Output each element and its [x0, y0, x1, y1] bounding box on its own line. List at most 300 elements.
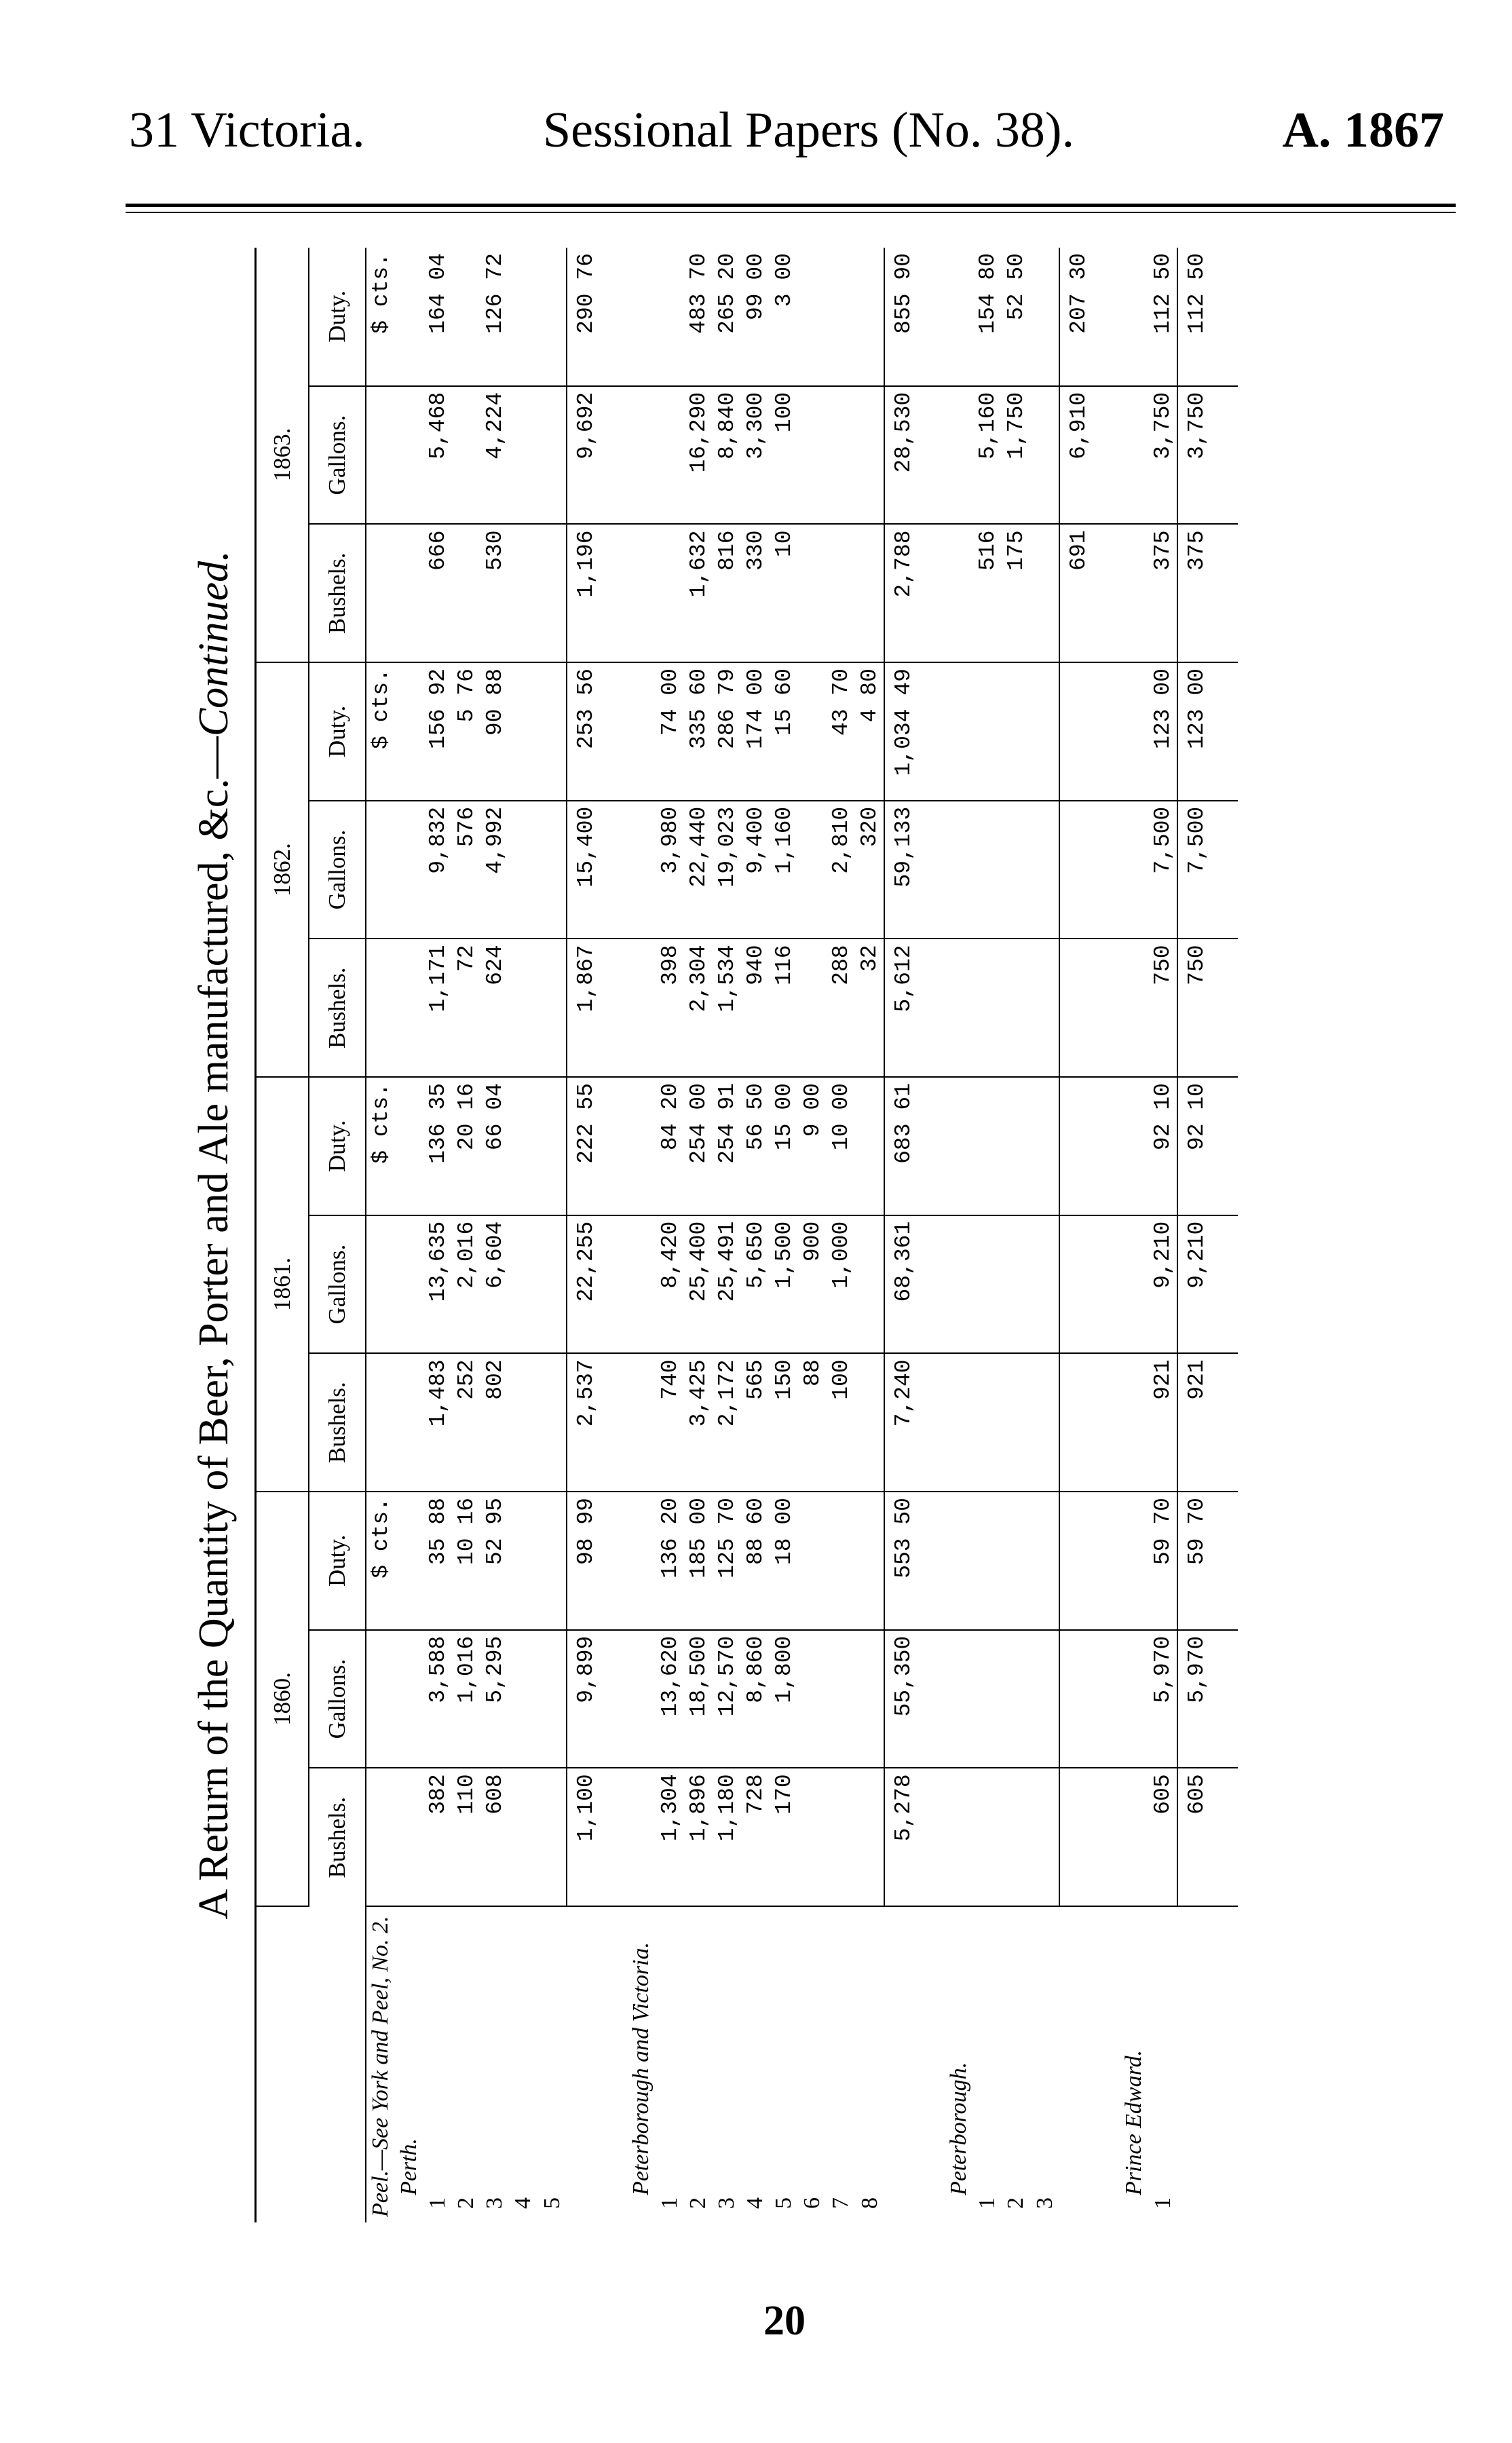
subtotal-cell: 2,537: [567, 1353, 604, 1492]
table-cell: [1002, 662, 1030, 801]
table-cell: [509, 1492, 537, 1630]
subtotal-cell: 290 76: [567, 248, 604, 386]
row-number: 2: [1003, 2197, 1028, 2209]
table-cell: 320: [855, 801, 884, 939]
subtotal-cell: 683 61: [884, 1077, 922, 1215]
table-cell: [537, 1077, 567, 1215]
table-cell: 90 88: [480, 662, 509, 801]
table-cell: [973, 662, 1002, 801]
table-cell: 52 50: [1002, 248, 1030, 386]
table-cell: [798, 524, 827, 662]
subtotal-cell: [1059, 1630, 1097, 1768]
row-number: 4: [742, 2197, 768, 2209]
table-cell: 2,016: [452, 1215, 480, 1354]
table-cell: [827, 1492, 855, 1630]
table-cell: [1002, 801, 1030, 939]
table-cell: 150: [770, 1353, 798, 1492]
table-cell: [509, 662, 537, 801]
table-cell: 728: [741, 1768, 770, 1906]
table-cell: 382: [423, 1768, 452, 1906]
table-cell: 16,290: [684, 386, 713, 525]
subtotal-cell: 112 50: [1177, 248, 1215, 386]
table-row: [798, 248, 827, 2222]
table-cell: 175: [1002, 524, 1030, 662]
col-gallons: Gallons.: [309, 1630, 366, 1768]
spacer-row: [1097, 248, 1120, 2222]
section-label: Peterborough and Victoria.: [628, 1942, 654, 2195]
table-cell: [855, 1215, 884, 1354]
table-cell: [1030, 662, 1059, 801]
subtotal-cell: 22,255: [567, 1215, 604, 1354]
table-cell: 110: [452, 1768, 480, 1906]
table-cell: 9 00: [798, 1077, 827, 1215]
table-cell: [1030, 801, 1059, 939]
table-cell: [1030, 1077, 1059, 1215]
table-cell: 3 00: [770, 248, 798, 386]
table-row: [480, 248, 509, 2222]
section-label: Peterborough.: [946, 2062, 971, 2195]
subtotal-cell: 921: [1177, 1353, 1215, 1492]
subtotal-cell: [1059, 1768, 1097, 1906]
subtotal-cell: 59,133: [884, 801, 922, 939]
col-duty: Duty.: [309, 1077, 366, 1215]
header-rule-thin: [126, 212, 1456, 213]
table-cell: 1,304: [656, 1768, 684, 1906]
table-cell: [1002, 1492, 1030, 1630]
table-cell: [1030, 524, 1059, 662]
table-cell: 530: [480, 524, 509, 662]
subtotal-cell: [1059, 939, 1097, 1077]
table-row: [656, 248, 684, 2222]
subtotal-cell: 691: [1059, 524, 1097, 662]
table-cell: 25,491: [713, 1215, 741, 1354]
table-cell: [509, 1215, 537, 1354]
table-cell: 32: [855, 939, 884, 1077]
table-cell: 154 80: [973, 248, 1002, 386]
table-cell: [452, 386, 480, 525]
col-gallons: Gallons.: [309, 1215, 366, 1354]
table-cell: 18 00: [770, 1492, 798, 1630]
table-cell: [798, 1630, 827, 1768]
beer-return-table: [254, 248, 1238, 2222]
table-cell: 12,570: [713, 1630, 741, 1768]
table-cell: [1002, 939, 1030, 1077]
table-cell: [798, 1768, 827, 1906]
table-cell: [855, 1768, 884, 1906]
table-cell: 25,400: [684, 1215, 713, 1354]
section-heading: [1120, 248, 1148, 2222]
subtotal-cell: 207 30: [1059, 248, 1097, 386]
table-cell: 88: [798, 1353, 827, 1492]
table-cell: [1030, 1630, 1059, 1768]
table-cell: [537, 1215, 567, 1354]
table-cell: 335 60: [684, 662, 713, 801]
subtotal-cell: [1059, 1353, 1097, 1492]
table-cell: [1030, 1353, 1059, 1492]
subtotal-cell: 855 90: [884, 248, 922, 386]
subtotal-cell: 6,910: [1059, 386, 1097, 525]
table-cell: 2,172: [713, 1353, 741, 1492]
table-cell: 740: [656, 1353, 684, 1492]
table-cell: [509, 524, 537, 662]
spacer-row: [1215, 248, 1238, 2222]
subtotal-row: [884, 248, 922, 2222]
table-row: [973, 248, 1002, 2222]
table-cell: 802: [480, 1353, 509, 1492]
table-cell: 605: [1148, 1768, 1177, 1906]
table-cell: [798, 801, 827, 939]
table-cell: 1,483: [423, 1353, 452, 1492]
table-cell: 2,810: [827, 801, 855, 939]
table-row: [509, 248, 537, 2222]
table-cell: [452, 248, 480, 386]
row-number: 5: [539, 2197, 565, 2209]
table-cell: [1030, 386, 1059, 525]
table-cell: 254 91: [713, 1077, 741, 1215]
table-cell: 59 70: [1148, 1492, 1177, 1630]
table-cell: [537, 939, 567, 1077]
table-cell: 74 00: [656, 662, 684, 801]
subtotal-cell: 605: [1177, 1768, 1215, 1906]
table-cell: 1,171: [423, 939, 452, 1077]
col-bushels: Bushels.: [309, 1353, 366, 1492]
table-cell: 112 50: [1148, 248, 1177, 386]
table-cell: [827, 1768, 855, 1906]
table-cell: [827, 386, 855, 525]
table-cell: [1030, 1768, 1059, 1906]
table-row: [537, 248, 567, 2222]
subtotal-cell: 5,278: [884, 1768, 922, 1906]
table-row: [452, 248, 480, 2222]
table-cell: 9,210: [1148, 1215, 1177, 1354]
subtotal-cell: 5,612: [884, 939, 922, 1077]
table-cell: 286 79: [713, 662, 741, 801]
table-cell: [1002, 1077, 1030, 1215]
subtotal-cell: 92 10: [1177, 1077, 1215, 1215]
table-cell: [509, 1630, 537, 1768]
row-number: 8: [856, 2197, 882, 2209]
table-cell: [537, 1768, 567, 1906]
table-cell: [855, 1492, 884, 1630]
table-cell: 516: [973, 524, 1002, 662]
table-cell: 624: [480, 939, 509, 1077]
col-bushels: Bushels.: [309, 524, 366, 662]
table-cell: [509, 1768, 537, 1906]
subtotal-cell: 98 99: [567, 1492, 604, 1630]
table-cell: 22,440: [684, 801, 713, 939]
table-cell: 5,970: [1148, 1630, 1177, 1768]
table-cell: [798, 248, 827, 386]
col-duty: Duty.: [309, 248, 366, 386]
rotated-table-block: [173, 248, 1449, 2222]
table-cell: [509, 939, 537, 1077]
table-row: [1148, 248, 1177, 2222]
table-cell: [1002, 1215, 1030, 1354]
table-cell: 126 72: [480, 248, 509, 386]
table-cell: [537, 1492, 567, 1630]
table-cell: [827, 524, 855, 662]
table-cell: [1030, 1492, 1059, 1630]
table-cell: 88 60: [741, 1492, 770, 1630]
row-number: 1: [425, 2197, 450, 2209]
table-cell: 56 50: [741, 1077, 770, 1215]
table-cell: 1,632: [684, 524, 713, 662]
table-cell: [509, 248, 537, 386]
table-cell: [1030, 1215, 1059, 1354]
col-gallons: Gallons.: [309, 386, 366, 525]
subtotal-row: [1059, 248, 1097, 2222]
table-cell: 4,992: [480, 801, 509, 939]
header-year: A. 1867: [1282, 102, 1444, 158]
table-cell: [973, 1353, 1002, 1492]
table-cell: 1,896: [684, 1768, 713, 1906]
year-header-1863: 1863.: [256, 248, 309, 662]
subtotal-cell: 55,350: [884, 1630, 922, 1768]
subtotal-cell: [1059, 662, 1097, 801]
table-row: [684, 248, 713, 2222]
table-cell: [798, 939, 827, 1077]
header-title: Sessional Papers (No. 38).: [543, 102, 1075, 158]
row-number: 3: [1032, 2197, 1057, 2209]
table-cell: [537, 801, 567, 939]
table-cell: [452, 524, 480, 662]
table-cell: 8,840: [713, 386, 741, 525]
table-cell: 84 20: [656, 1077, 684, 1215]
table-cell: 100: [827, 1353, 855, 1492]
table-cell: 5,650: [741, 1215, 770, 1354]
subtotal-cell: 9,899: [567, 1630, 604, 1768]
subtotal-cell: 123 00: [1177, 662, 1215, 801]
table-row: [1002, 248, 1030, 2222]
subtotal-cell: 15,400: [567, 801, 604, 939]
subtotal-cell: 222 55: [567, 1077, 604, 1215]
table-cell: 100: [770, 386, 798, 525]
subtotal-cell: 9,210: [1177, 1215, 1215, 1354]
table-cell: 8,860: [741, 1630, 770, 1768]
table-cell: [855, 386, 884, 525]
table-cell: 4,224: [480, 386, 509, 525]
subtotal-cell: 7,240: [884, 1353, 922, 1492]
section-heading: [945, 248, 973, 2222]
units-row: [366, 248, 395, 2222]
table-cell: 5 76: [452, 662, 480, 801]
subtotal-row: [567, 248, 604, 2222]
table-cell: 170: [770, 1768, 798, 1906]
table-cell: 10 16: [452, 1492, 480, 1630]
table-cell: [973, 1492, 1002, 1630]
table-cell: 72: [452, 939, 480, 1077]
table-cell: 18,500: [684, 1630, 713, 1768]
units-dollars-cents: $ cts.: [366, 1077, 395, 1215]
subtotal-cell: 68,361: [884, 1215, 922, 1354]
table-cell: [798, 1492, 827, 1630]
col-gallons: Gallons.: [309, 801, 366, 939]
table-cell: [656, 524, 684, 662]
table-cell: 4 80: [855, 662, 884, 801]
year-header-1860: 1860.: [256, 1492, 309, 1906]
units-dollars-cents: $ cts.: [366, 248, 395, 386]
table-cell: [827, 1630, 855, 1768]
table-cell: 19,023: [713, 801, 741, 939]
header-session: 31 Victoria.: [129, 102, 365, 158]
table-cell: 265 20: [713, 248, 741, 386]
subtotal-cell: 59 70: [1177, 1492, 1215, 1630]
peel-note: Peel.—See York and Peel, No. 2.: [368, 1916, 393, 2217]
subtotal-cell: [1059, 801, 1097, 939]
table-cell: [537, 1630, 567, 1768]
year-header-1861: 1861.: [256, 1077, 309, 1492]
table-cell: [1002, 1630, 1030, 1768]
table-cell: 750: [1148, 939, 1177, 1077]
table-cell: 252: [452, 1353, 480, 1492]
table-cell: [537, 386, 567, 525]
table-cell: [798, 662, 827, 801]
subtotal-cell: 1,196: [567, 524, 604, 662]
table-cell: [855, 248, 884, 386]
table-cell: [509, 1077, 537, 1215]
table-cell: 666: [423, 524, 452, 662]
table-cell: [827, 248, 855, 386]
table-cell: [973, 939, 1002, 1077]
page-number: 20: [763, 2298, 806, 2344]
table-cell: 43 70: [827, 662, 855, 801]
row-number: 2: [453, 2197, 478, 2209]
units-dollars-cents: $ cts.: [366, 1492, 395, 1630]
table-cell: 254 00: [684, 1077, 713, 1215]
col-duty: Duty.: [309, 662, 366, 801]
table-cell: 3,300: [741, 386, 770, 525]
subtotal-cell: [1059, 1077, 1097, 1215]
table-cell: [855, 524, 884, 662]
table-cell: 9,400: [741, 801, 770, 939]
year-header-1862: 1862.: [256, 662, 309, 1077]
table-cell: 174 00: [741, 662, 770, 801]
table-cell: 10 00: [827, 1077, 855, 1215]
table-cell: [1002, 1768, 1030, 1906]
table-cell: [973, 1215, 1002, 1354]
table-cell: 6,604: [480, 1215, 509, 1354]
table-cell: 164 04: [423, 248, 452, 386]
table-cell: 565: [741, 1353, 770, 1492]
table-cell: 7,500: [1148, 801, 1177, 939]
table-row: [1030, 248, 1059, 2222]
subtotal-cell: 1,100: [567, 1768, 604, 1906]
table-cell: 66 04: [480, 1077, 509, 1215]
table-cell: [656, 248, 684, 386]
section-heading: [395, 248, 423, 2222]
table-cell: [509, 1353, 537, 1492]
subtotal-cell: 2,788: [884, 524, 922, 662]
header-rule-thick: [126, 204, 1456, 207]
table-cell: [973, 1768, 1002, 1906]
row-number: 3: [714, 2197, 739, 2209]
table-cell: [509, 386, 537, 525]
subtotal-cell: [1059, 1492, 1097, 1630]
subtotal-cell: 3,750: [1177, 386, 1215, 525]
table-cell: [973, 801, 1002, 939]
subtotal-row: [1177, 248, 1215, 2222]
table-cell: 1,016: [452, 1630, 480, 1768]
table-cell: 2,304: [684, 939, 713, 1077]
table-cell: 816: [713, 524, 741, 662]
table-cell: [1030, 248, 1059, 386]
table-cell: 3,750: [1148, 386, 1177, 525]
table-row: [770, 248, 798, 2222]
table-cell: 125 70: [713, 1492, 741, 1630]
table-cell: 1,160: [770, 801, 798, 939]
subtotal-cell: 28,530: [884, 386, 922, 525]
table-cell: [537, 1353, 567, 1492]
col-bushels: Bushels.: [309, 939, 366, 1077]
subtotal-cell: 375: [1177, 524, 1215, 662]
table-cell: 375: [1148, 524, 1177, 662]
subtotal-cell: 1,034 49: [884, 662, 922, 801]
table-cell: 99 00: [741, 248, 770, 386]
table-cell: [855, 1630, 884, 1768]
subtotal-cell: 1,867: [567, 939, 604, 1077]
table-cell: 185 00: [684, 1492, 713, 1630]
table-cell: [1030, 939, 1059, 1077]
spacer-row: [922, 248, 945, 2222]
table-cell: 5,295: [480, 1630, 509, 1768]
section-label: Perth.: [396, 2138, 421, 2195]
table-cell: 1,500: [770, 1215, 798, 1354]
table-cell: 10: [770, 524, 798, 662]
subtotal-cell: 9,692: [567, 386, 604, 525]
table-cell: 5,468: [423, 386, 452, 525]
table-cell: [855, 1077, 884, 1215]
table-cell: 15 00: [770, 1077, 798, 1215]
units-dollars-cents: $ cts.: [366, 662, 395, 801]
table-cell: 330: [741, 524, 770, 662]
row-number: 2: [685, 2197, 711, 2209]
table-cell: 900: [798, 1215, 827, 1354]
col-duty: Duty.: [309, 1492, 366, 1630]
table-cell: 136 20: [656, 1492, 684, 1630]
table-cell: 608: [480, 1768, 509, 1906]
table-cell: [509, 801, 537, 939]
table-cell: [973, 1077, 1002, 1215]
spacer-row: [604, 248, 627, 2222]
table-cell: 20 16: [452, 1077, 480, 1215]
table-cell: 123 00: [1148, 662, 1177, 801]
table-cell: [537, 524, 567, 662]
subtotal-cell: 750: [1177, 939, 1215, 1077]
subtotal-cell: 253 56: [567, 662, 604, 801]
table-row: [827, 248, 855, 2222]
col-bushels: Bushels.: [309, 1768, 366, 1906]
row-number: 1: [657, 2197, 682, 2209]
table-cell: 1,800: [770, 1630, 798, 1768]
table-cell: 156 92: [423, 662, 452, 801]
table-cell: 116: [770, 939, 798, 1077]
table-cell: 1,000: [827, 1215, 855, 1354]
table-cell: 3,980: [656, 801, 684, 939]
table-cell: 576: [452, 801, 480, 939]
table-cell: 940: [741, 939, 770, 1077]
table-body: [366, 248, 1238, 2222]
table-cell: [656, 386, 684, 525]
table-cell: 92 10: [1148, 1077, 1177, 1215]
subtotal-cell: [1059, 1215, 1097, 1354]
table-cell: 15 60: [770, 662, 798, 801]
table-cell: 398: [656, 939, 684, 1077]
table-cell: 8,420: [656, 1215, 684, 1354]
table-cell: 3,588: [423, 1630, 452, 1768]
table-row: [713, 248, 741, 2222]
table-cell: 921: [1148, 1353, 1177, 1492]
table-cell: 13,620: [656, 1630, 684, 1768]
